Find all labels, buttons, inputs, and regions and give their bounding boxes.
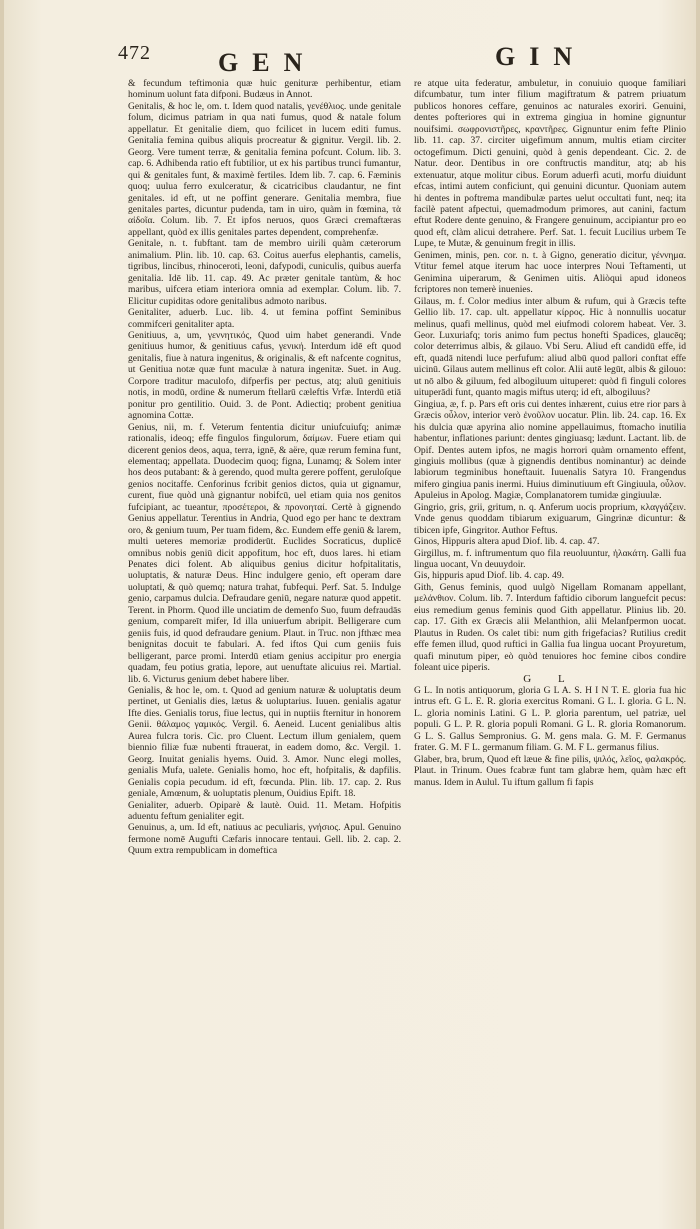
section-heading: G L (523, 672, 577, 685)
entry-paragraph: Genialiter, aduerb. Opiparè & lautè. Ouid. 11. Metam. Hofpitis aduentu feftum genialiter egit. (128, 799, 401, 822)
entry-paragraph: Glaber, bra, brum, Quod eft læue & fine pilis, ψιλός, λεῖος, φαλακρός. Plaut. in Trinum. Oues fcabræ funt tam glabræ hem, quàm hæc eft manus. Idem in Aulul. Tu iftum gallum fi fapis (414, 753, 686, 788)
entry-paragraph: Girgillus, m. f. inftrumentum quo fila reuoluuntur, ἠλακάτη. Galli fua lingua uocant, Vn deuuydoir. (414, 547, 686, 571)
entry-paragraph: Genitalis, & hoc le, om. t. Idem quod natalis, γενέθλιος. unde genitale folum, dicimus patriam in qua nati fumus, quod & natale folum appellatur. Et genitalie diem, quo fcilicet in lucem editi fumus. Genitalia femina quibus aliquis procreatur & gignitur. Vergil. lib. 2. Georg. Vere tument terræ, & genitalia femina pofcunt. Colum. lib. 3. cap. 6. Adhibenda ratio eft fubtilior, ut ex his partibus trunci fumantur, qui & genitales funt, & maximè fertiles. Idem lib. 7. cap. 6. Fæminis quoq; uulua ferro exulceratur, & cicatricibus claudantur, ne fint genitales. id eft, ut ne poffint generare. Genitalia membra, fiue genitales partes, dicuntur pudenda, tam in uiro, quàm in fœmina, τὰ αἰδοῖα. Colum. lib. 7. Et ipfos neruos, quos Græci cremaftæras appellant, quòd ex illis genitales partes dependent, comprehenfæ. (128, 100, 401, 238)
entry-paragraph: Gilaus, m. f. Color medius inter album & rufum, qui à Græcis tefte Gellio lib. 17. cap. ult. appellatur κίρρος. Hic à nonnullis uocatur melinus, quafi mellinus, quòd mel eiufmodi colorem habeat. Ver. 3. Geor. Luxuriafq; toris animo fum pectus honefti Spadices, glaucēq; color deterrimus albis, & gilauo. Vbi Seru. Aliud eft candidū effe, id eft, quadā nitendi luce perfufum: aliud albū quod pallori conftat effe uicinū. Gilaus autem mellinus eft color. Alii autē legūt, albis & gilouo: ut nō albo & giluum, fed albogiluum uituperet: quòd fi finguli colores uituperādi funt, quanto magis miftus uterq; id eft, albogiluus? (414, 295, 686, 399)
page-edge-left (0, 0, 4, 1229)
entry-paragraph: G L. In notis antiquorum, gloria G L A. S. H I N T. E. gloria fua hic intrus eft. G L. E. R. gloria exercitus Romani. G L. I. gloria. G L. N. L. gloria nominis Latini. G L. P. gloria parentum, uel patriæ, uel populi. G L. P. R. gloria populi Romani. G L. R. gloria Romanorum. G L. S. Gallus Sempronius. G. M. gens mala. G. M. F. Germanus frater. G. M. F L. germanum filiam. G. M. F L. germanus filius. (414, 685, 686, 754)
entry-paragraph: Genius, nii, m. f. Veterum fententia dicitur uniufcuiufq; animæ rationalis, ideoq; effe fingulos fingulorum, δαίμων. Fuere etiam qui dicerent genios deos, aqua, terra, ignē, & aëre, quæ rerum femina funt, elementaq; appellata. Duodecim quoq; figna, Lunamq; & Solem inter hos deos putabant: & à gerendo, quod multa gerere poffent, geruloſque genios nocitaffe. Cenforinus fcribit genios dictos, quia ut gignamur, curent, fiue quòd unà gignantur nobifcū, uel etiam quia nos genitos fufcipiant, ac tueantur, προσέτεροι, & προνοηταί. Certè à gignendo Genius appellatur. Terentius in Andria, Quod ego per hanc te dextram oro, & genium tuum, Per tuam fidem, &c. Eundem effe geniū & larem, multi ueteres memoriæ prodiderūt. Euclides Socraticus, duplicē omnibus nobis geniū dicit appofitum, hoc eft, duos lares. hi etiam Penates dici folent. Ab aliquibus genius dicitur hofpitalitatis, uoluptatis, & naturæ Deus. Hinc indulgere genio, eft operam dare uoluptati, & quò quemq; natura trahat, fubfequi. Perf. Sat. 5. Indulge genio, carpamus dulcia. Defraudare geniū, negare naturæ quod appetit. Terent. in Phorm. Quod ille unciatim de demenfo Suo, fuum defraudās genium, compareīt mifer, Id illa uniuerfum abripit. Belligerare cum geniis fuis, id quod defraudare genium. Plaut. in Truc. non jfthæc mea benignitas docuit te fabulari. A. fed iftos Qui cum geniis fuis belligerant, parce promi. Interdū etiam genius accipitur pro energia quadam, feu potius gratia, lepore, aut uenuftate alicuius rei. Martial. lib. 6. Victurus genium debet habere liber. (128, 421, 401, 685)
entry-paragraph: & fecundum teftimonia quæ huic genituræ perhibentur, etiam hominum uolunt fata difponi. Budæus in Annot. (128, 78, 401, 101)
entry-paragraph: Genialis, & hoc le, om. t. Quod ad genium naturæ & uoluptatis deum pertinet, ut Genialis dies, lætus & uoluptarius. Iuuen. genialis agatur Ifte dies. Genialis torus, fiue lectus, qui in nuptiis fternitur in honorem Genii. θάλαμος γαμικός. Vergil. 6. Aeneid. Lucent genialibus altis Aurea fulcra toris. Cic. pro Cluent. Lectum illum genialem, quem biennio filiæ fuæ nubenti ftrauerat, in eadem domo, &c. Vergil. 1. Georg. Inuitat genialis hyems. Ouid. 3. Amor. Nunc elegi molles, genialis Mufa, ualete. Genialis homo, hoc eft, hofpitalis, & dapfilis. Genialis copia pecudum. id eft, fœcunda. Plin. lib. 17. cap. 2. Rus geniale, Amœnum, & uoluptatis plenum, Ouidius Epift. 18. (128, 685, 401, 800)
right-column (414, 78, 686, 788)
page-number: 472 (118, 42, 151, 64)
page-edge-right (696, 0, 700, 1229)
entry-paragraph: Gith, Genus feminis, quod uulgò Nigellam Romanam appellant, μελάνθιον. Colum. lib. 7. Interdum faftidio ciborum languefcit pecus: eius remedium genus feminis quod Gith appellatur. Plinius lib. 20. cap. 17. Gith ex Græcis alii Melanthion, alii Melanfpermon uocat. Plautus in Ruden. Os calet tibi: num gith frigefacias? Rutilius credit effe femen illud, quod ruftici in Gallia fua lingua uocant Proyuretum, quafi minutum piper, eò quòd tenuiores hoc femine cibos condire foleant uice piperis. (414, 581, 686, 674)
entry-paragraph: Gingiua, æ, f. p. Pars eft oris cui dentes inhærent, cuius etre rior pars à Græcis οὖλον, interior verò ἐνοῦλον uocatur. Plin. lib. 24. cap. 16. Ex his dulcia quæ apyrina alio nomine appellauimus, ftomacho inutilia habentur, inflationes pariunt: dentes gingiuasq; lædunt. Lactant. lib. de Opif. Dentes autem ipfos, ne magis horrori quàm ornamento effent, gingiuis mollibus (quæ à gignendis dentibus nominantur) ac deinde labiorum tegminibus honeftauit. Iuuenalis Satyra 10. Frangendus mifero gingiua panis inermi. Huius diminutiuum eft Gingiuula, οὖλον. Apuleius in Apolog. Magiæ, Complanatorem tumidæ gingiuulæ. (414, 398, 686, 502)
entry-paragraph: Gis, hippuris apud Diof. lib. 4. cap. 49. (414, 570, 565, 582)
left-column (128, 78, 401, 857)
entry-paragraph: Gingrio, gris, grii, gritum, n. q. Anferum uocis proprium, κλαγγάζειν. Vnde genus quoddam tibiarum exiguarum, Gingrinæ dicuntur: & tibicen ipfe, Gingritor. Author Feftus. (414, 501, 686, 536)
running-head-left: GEN (218, 48, 317, 77)
entry-paragraph: Genitaliter, aduerb. Luc. lib. 4. ut femina poffint Seminibus commifceri genitaliter apta. (128, 307, 401, 330)
running-head-right: GIN (495, 42, 587, 71)
entry-paragraph: Genuinus, a, um. Id eft, natiuus ac peculiaris, γνήσιος. Apul. Genuino fermone nomē Augufti Cæfaris innocare tentaui. Gell. lib. 2. cap. 2. Quum extra rempublicam in domeftica (128, 822, 401, 857)
entry-paragraph: Genitiuus, a, um, γεννητικός, Quod uim habet generandi. Vnde genitiuus humor, & genitiuus cafus, γενική. Interdum idē eft quod genitalis, fiue à natura ingenitus, & originalis, & eft nafcente cognitus, ut Genitiua notæ quæ funt maculæ à natura ingenitæ. Suet. in Aug. Corpore traditur maculofo, difperfis per pectus, atq; aluū genitiuis notis, in modū, ordine & numerum ftellarū cæleftis Vrfæ. Interdū etiā ponitur pro gentilitio. Ouid. 3. de Pont. Adiectiq; probent genitiua agnomina Cottæ. (128, 329, 401, 422)
entry-paragraph: Ginos, Hippuris altera apud Diof. lib. 4. cap. 47. (414, 536, 600, 548)
entry-paragraph: re atque uita federatur, ambuletur, in conuiuio quoque familiari difcumbatur, tum inter filium magiftratum & patrem priuatum publicos honores ceffare, genuinos ac naturales exoriri. Genuini, dentes pofteriores qui in extrema gingiua in homine gignuntur nouifsimi. σωφρονιστῆρες, κραντῆρες. Gignuntur enim fefte Plinio lib. 11. cap. 37. circiter uigefimum annum, multis etiam circiter octogefimum. Dicti genuini, quòd à genis dependeant. Cic. 2. de Natur. deor. Dentibus in ore conftructis manditur, atq; ab his extenuatur, atque molitur cibus. Eorum aduerfi acuti, morfu diuidunt efcas, intimi autem conficiunt, qui genuini dicuntur. Quoniam autem hi dentes in poftrema mandibulæ partes uelut occultati funt, neq; ita facilè patent afpectui, quemadmodum primores, aut canini, factum eftut Rodere dente genuino, & Frangere genuinum, accipiantur pro eo quod eft, clàm alicui detrahere. Perf. Sat. 1. fecuit Lucilius urbem Te Lupe, te Mutæ, & genuinum fregit in illis. (414, 78, 686, 250)
entry-paragraph: Genitale, n. t. fubftant. tam de membro uirili quàm cæterorum animalium. Plin. lib. 10. cap. 63. Coitus auerfus elephantis, camelis, tigribus, lincibus, rhinoceroti, leoni, dafypodi, cuniculis, quibus auerfa genitalia. Idē lib. 11. cap. 49. Ac præter genitale tantùm, & hoc maribus, uifcera etiam interiora omnia ad exemplar. Colum. lib. 7. Elicitur cupiditas odore genitalibus admoto naribus. (128, 238, 401, 307)
entry-paragraph: Genimen, minis, pen. cor. n. t. à Gigno, generatio dicitur, γέννημα. Vtitur femel atque iterum hac uoce interpres Noui Teftamenti, ut Genimina uiperarum, & Genimen uitis. Aliòqui apud idoneos fcriptores non temerè inuenies. (414, 249, 686, 296)
